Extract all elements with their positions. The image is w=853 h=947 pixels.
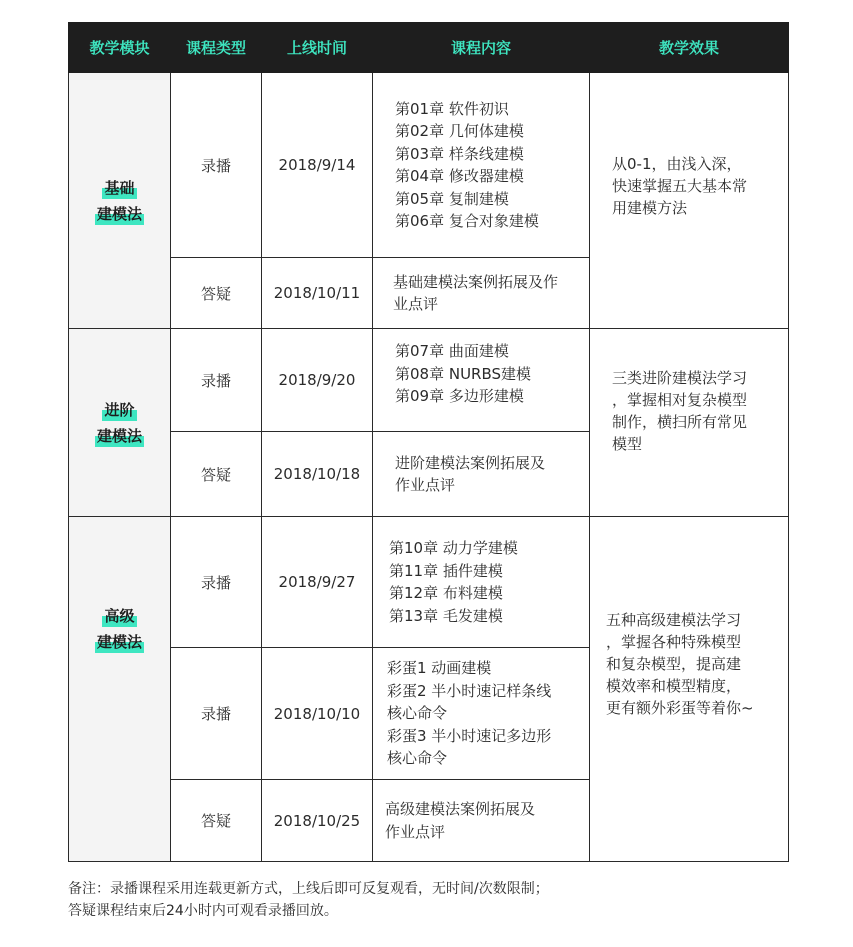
- header-module: 教学模块: [69, 23, 171, 73]
- course-content: 第01章 软件初识 第02章 几何体建模 第03章 样条线建模 第04章 修改器建模 第05章 复制建模 第06章 复合对象建模: [373, 73, 590, 258]
- course-type: 答疑: [171, 780, 262, 862]
- course-content: 第10章 动力学建模 第11章 插件建模 第12章 布料建模 第13章 毛发建模: [373, 517, 590, 648]
- module-label: 基础 建模法: [95, 175, 144, 227]
- course-content: 基础建模法案例拓展及作 业点评: [373, 258, 590, 329]
- header-date: 上线时间: [262, 23, 373, 73]
- release-date: 2018/10/11: [262, 258, 373, 329]
- course-content: 彩蛋1 动画建模 彩蛋2 半小时速记样条线 核心命令 彩蛋3 半小时速记多边形 核心命令: [373, 648, 590, 780]
- module-label: 高级 建模法: [95, 603, 144, 655]
- module-label: 进阶 建模法: [95, 397, 144, 449]
- teaching-effect: 五种高级建模法学习 ，掌握各种特殊模型 和复杂模型，提高建 模效率和模型精度， 更有额外彩蛋等着你~: [590, 517, 789, 862]
- module-cell-basic: [69, 73, 171, 329]
- teaching-effect: 从0-1，由浅入深， 快速掌握五大基本常 用建模方法: [590, 73, 789, 329]
- release-date: 2018/10/10: [262, 648, 373, 780]
- course-content: 高级建模法案例拓展及 作业点评: [373, 780, 590, 862]
- course-type: 录播: [171, 329, 262, 432]
- footnote: 备注：录播课程采用连载更新方式，上线后即可反复观看，无时间/次数限制； 答疑课程结束后24小时内可观看录播回放。: [68, 881, 549, 919]
- table-row: [69, 517, 789, 648]
- module-cell-advanced: [69, 329, 171, 517]
- course-type: 录播: [171, 517, 262, 648]
- course-type: 答疑: [171, 432, 262, 517]
- table-row: [69, 329, 789, 432]
- teaching-effect: 三类进阶建模法学习 ，掌握相对复杂模型 制作，横扫所有常见 模型: [590, 329, 789, 517]
- header-effect: 教学效果: [590, 23, 789, 73]
- course-type: 答疑: [171, 258, 262, 329]
- module-cell-expert: [69, 517, 171, 862]
- course-type: 录播: [171, 73, 262, 258]
- header-content: 课程内容: [373, 23, 590, 73]
- release-date: 2018/10/18: [262, 432, 373, 517]
- table-row: [69, 73, 789, 258]
- release-date: 2018/9/27: [262, 517, 373, 648]
- course-content: 进阶建模法案例拓展及 作业点评: [373, 432, 590, 517]
- release-date: 2018/9/14: [262, 73, 373, 258]
- release-date: 2018/9/20: [262, 329, 373, 432]
- course-type: 录播: [171, 648, 262, 780]
- course-schedule-table: [68, 22, 789, 862]
- release-date: 2018/10/25: [262, 780, 373, 862]
- header-type: 课程类型: [171, 23, 262, 73]
- course-content: 第07章 曲面建模 第08章 NURBS建模 第09章 多边形建模: [373, 329, 590, 432]
- header-row: [69, 23, 789, 73]
